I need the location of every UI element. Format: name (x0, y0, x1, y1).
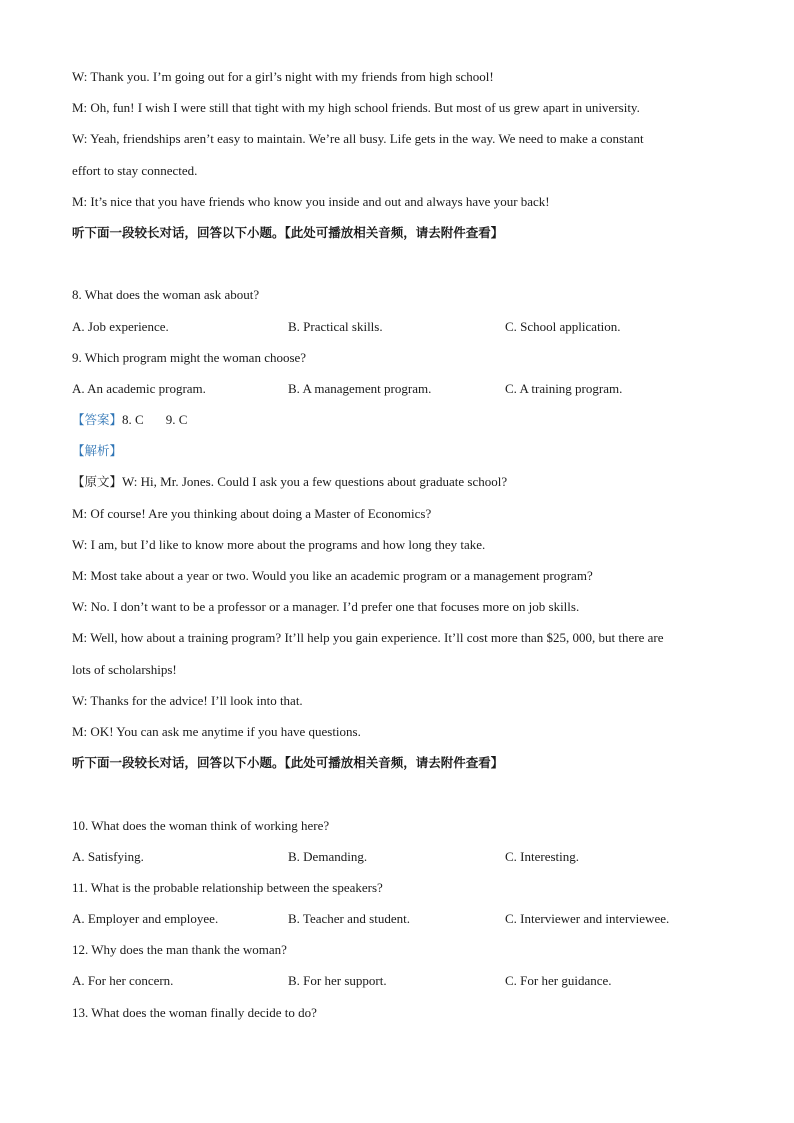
listening-instruction: 听下面一段较长对话，回答以下小题。【此处可播放相关音频，请去附件查看】 (72, 755, 504, 771)
answer-line (72, 404, 732, 435)
listening-instruction: 听下面一段较长对话，回答以下小题。【此处可播放相关音频，请去附件查看】 (72, 224, 504, 240)
option-c: C. School application. (505, 318, 621, 334)
original-line: M: OK! You can ask me anytime if you have questions. (72, 723, 361, 739)
option-a: A. Satisfying. (72, 848, 144, 864)
option-a: A. An academic program. (72, 380, 206, 396)
question-8-options (72, 311, 732, 342)
original-line: W: Hi, Mr. Jones. Could I ask you a few questions about graduate school? (122, 474, 508, 490)
option-a: A. Employer and employee. (72, 911, 219, 927)
question-12-options (72, 965, 732, 996)
option-a: A. Job experience. (72, 318, 169, 334)
question-8: 8. What does the woman ask about? (72, 287, 260, 303)
spacer (72, 248, 732, 279)
option-b: B. Practical skills. (288, 318, 383, 334)
question-10-options (72, 841, 732, 872)
answer-label: 【答案】 (72, 412, 123, 428)
answer-9: 9. C (165, 412, 188, 428)
answer-8: 8. C (122, 412, 144, 428)
dialogue-line: effort to stay connected. (72, 162, 198, 178)
original-label: 【原文】 (72, 474, 123, 490)
option-b: B. A management program. (288, 380, 432, 396)
option-c: C. For her guidance. (505, 973, 612, 989)
question-9-options (72, 373, 732, 404)
original-line: M: Well, how about a training program? It’ll help you gain experience. It’ll cost more than $25, 000, but there are (72, 630, 664, 646)
original-line: W: Thanks for the advice! I’ll look into that. (72, 692, 303, 708)
option-c: C. Interesting. (505, 848, 580, 864)
analysis-label: 【解析】 (72, 443, 123, 459)
dialogue-line: W: Yeah, friendships aren’t easy to maintain. We’re all busy. Life gets in the way. We need to make a constant (72, 131, 644, 147)
option-c: C. A training program. (505, 380, 623, 396)
original-line: M: Of course! Are you thinking about doing a Master of Economics? (72, 505, 432, 521)
dialogue-line: M: Oh, fun! I wish I were still that tight with my high school friends. But most of us grew apart in university. (72, 100, 640, 116)
original-line: M: Most take about a year or two. Would you like an academic program or a management program? (72, 568, 593, 583)
question-11: 11. What is the probable relationship between the speakers? (72, 879, 383, 895)
question-11-options (72, 903, 732, 934)
question-9: 9. Which program might the woman choose? (72, 349, 307, 365)
option-a: A. For her concern. (72, 973, 174, 989)
option-c: C. Interviewer and interviewee. (505, 911, 670, 927)
original-line: W: I am, but I’d like to know more about the programs and how long they take. (72, 536, 486, 552)
question-10: 10. What does the woman think of working here? (72, 817, 330, 833)
option-b: B. Teacher and student. (288, 911, 410, 927)
option-b: B. For her support. (288, 973, 387, 989)
question-12: 12. Why does the man thank the woman? (72, 942, 287, 958)
spacer (72, 778, 732, 809)
dialogue-line: W: Thank you. I’m going out for a girl’s night with my friends from high school! (72, 69, 494, 84)
document-page (72, 61, 732, 1028)
original-line: lots of scholarships! (72, 661, 177, 677)
question-13: 13. What does the woman finally decide to do? (72, 1004, 317, 1020)
dialogue-line: M: It’s nice that you have friends who know you inside and out and always have your back! (72, 193, 550, 209)
original-line: W: No. I don’t want to be a professor or a manager. I’d prefer one that focuses more on job skills. (72, 599, 580, 615)
original-text-first-line (72, 466, 732, 497)
option-b: B. Demanding. (288, 848, 368, 864)
